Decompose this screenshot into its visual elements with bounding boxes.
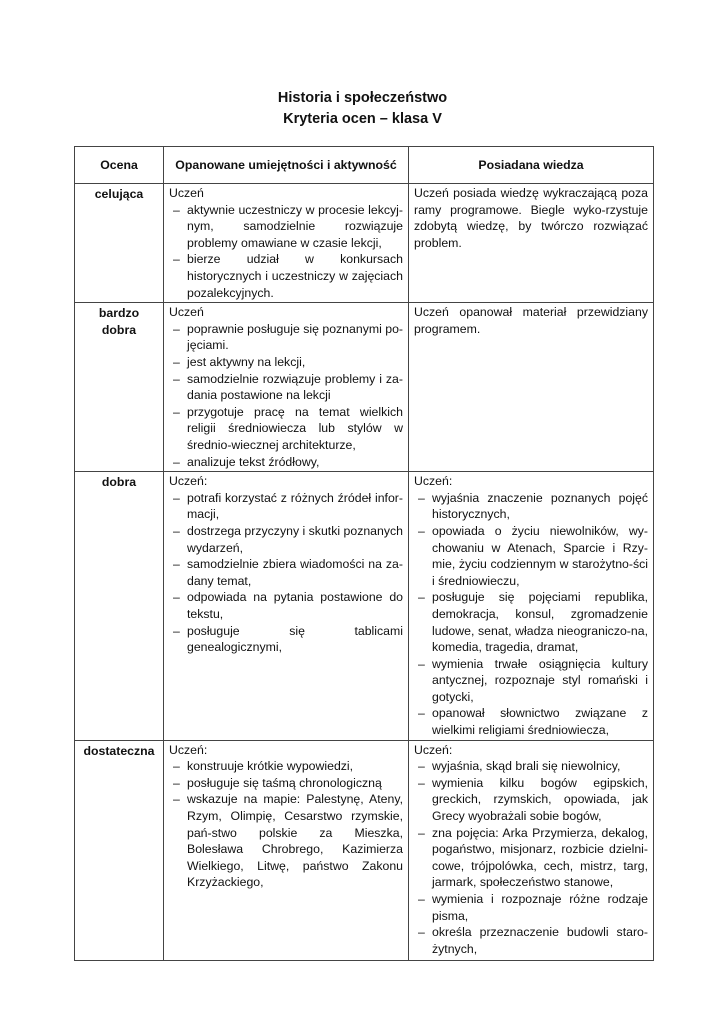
list-item: – przygotuje pracę na temat wielkich religii średniowiecza lub stylów w średnio-wiecznej architekturze, bbox=[169, 404, 403, 454]
list-item: – konstruuje krótkie wypowiedzi, bbox=[169, 758, 403, 775]
skills-cell bbox=[164, 472, 409, 741]
grade-cell: dostateczna bbox=[75, 740, 164, 960]
skills-lead-text: Uczeń bbox=[169, 305, 204, 320]
skills-lead-text: Uczeń: bbox=[169, 474, 208, 489]
knowledge-lead-text: Uczeń posiada wiedzę wykraczającą poza ramy programowe. Biegle wyko-rzystuje zdobytą wiedzę, by twórczo rozwiązać problem. bbox=[414, 186, 648, 250]
table-row bbox=[75, 740, 654, 960]
skills-list bbox=[169, 490, 403, 656]
knowledge-cell bbox=[409, 740, 654, 960]
list-item: – posługuje się taśmą chronologiczną bbox=[169, 775, 403, 792]
table-row bbox=[75, 184, 654, 303]
list-item: – wymienia trwałe osiągnięcia kultury antycznej, rozpoznaje styl romański i gotycki, bbox=[414, 656, 648, 706]
knowledge-list bbox=[414, 758, 648, 957]
header-grade: Ocena bbox=[75, 147, 164, 184]
knowledge-cell bbox=[409, 472, 654, 741]
list-item: – bierze udział w konkursach historycznych i uczestniczy w zajęciach pozalekcyjnych. bbox=[169, 251, 403, 301]
skills-cell bbox=[164, 184, 409, 303]
list-item: – posługuje się tablicami genealogicznymi, bbox=[169, 623, 403, 656]
knowledge-lead-text: Uczeń opanował materiał przewidziany programem. bbox=[414, 305, 648, 336]
list-item: – odpowiada na pytania postawione do tekstu, bbox=[169, 589, 403, 622]
table-row bbox=[75, 303, 654, 472]
header-knowledge: Posiadana wiedza bbox=[409, 147, 654, 184]
list-item: – opanował słownictwo związane z wielkimi religiami średniowiecza, bbox=[414, 705, 648, 738]
title-line-2: Kryteria ocen – klasa V bbox=[283, 111, 442, 127]
list-item: – jest aktywny na lekcji, bbox=[169, 354, 403, 371]
grade-cell: dobra bbox=[75, 472, 164, 741]
grade-cell: celująca bbox=[75, 184, 164, 303]
criteria-table bbox=[74, 146, 654, 961]
list-item: – dostrzega przyczyny i skutki poznanych wydarzeń, bbox=[169, 523, 403, 556]
list-item: – wymienia i rozpoznaje różne rodzaje pisma, bbox=[414, 891, 648, 924]
list-item: – wyjaśnia znaczenie poznanych pojęć historycznych, bbox=[414, 490, 648, 523]
skills-list bbox=[169, 758, 403, 891]
document-title bbox=[0, 88, 725, 130]
title-line-1: Historia i społeczeństwo bbox=[277, 90, 448, 106]
knowledge-cell bbox=[409, 303, 654, 472]
list-item: – wymienia kilku bogów egipskich, greckich, rzymskich, opowiada, jak Grecy wyobrażali sobie bogów, bbox=[414, 775, 648, 825]
skills-cell bbox=[164, 740, 409, 960]
list-item: – samodzielnie rozwiązuje problemy i za-dania postawione na lekcji bbox=[169, 371, 403, 404]
table-header-row bbox=[75, 147, 654, 184]
list-item: – aktywnie uczestniczy w procesie lekcyj-nym, samodzielnie rozwiązuje problemy omawiane w czasie lekcji, bbox=[169, 202, 403, 252]
list-item: – samodzielnie zbiera wiadomości na za-dany temat, bbox=[169, 556, 403, 589]
list-item: – poprawnie posługuje się poznanymi po-jęciami. bbox=[169, 321, 403, 354]
knowledge-list bbox=[414, 490, 648, 739]
list-item: – wyjaśnia, skąd brali się niewolnicy, bbox=[414, 758, 648, 775]
skills-list bbox=[169, 202, 403, 302]
knowledge-lead-text: Uczeń: bbox=[414, 742, 453, 757]
list-item: – określa przeznaczenie budowli staro-żytnych, bbox=[414, 924, 648, 957]
list-item: – opowiada o życiu niewolników, wy-chowaniu w Atenach, Sparcie i Rzy-mie, życiu codziennym w starożytno-ści i średniowieczu, bbox=[414, 523, 648, 589]
skills-lead-text: Uczeń bbox=[169, 186, 204, 200]
grade-cell: bardzo dobra bbox=[75, 303, 164, 472]
knowledge-lead-text: Uczeń: bbox=[414, 474, 453, 489]
skills-list bbox=[169, 321, 403, 470]
list-item: – wskazuje na mapie: Palestynę, Ateny, Rzym, Olimpię, Cesarstwo rzymskie, pań-stwo polskie za Mieszka, Bolesława Chrobrego, Kazimierza Wielkiego, Litwę, państwo Zakonu Krzyżackiego, bbox=[169, 791, 403, 891]
list-item: – analizuje tekst źródłowy, bbox=[169, 454, 403, 471]
skills-lead-text: Uczeń: bbox=[169, 742, 208, 757]
header-skills: Opanowane umiejętności i aktywność bbox=[164, 147, 409, 184]
list-item: – potrafi korzystać z różnych źródeł infor-macji, bbox=[169, 490, 403, 523]
list-item: – zna pojęcia: Arka Przymierza, dekalog, pogaństwo, misjonarz, rozbicie dzielni-cowe, trójpolówka, cech, mistrz, targ, jarmark, społeczeństwo stanowe, bbox=[414, 825, 648, 891]
skills-cell bbox=[164, 303, 409, 472]
list-item: – posługuje się pojęciami republika, demokracja, konsul, zgromadzenie ludowe, senat, władza nieograniczo-na, komedia, tragedia, dramat, bbox=[414, 589, 648, 655]
table-row bbox=[75, 472, 654, 741]
knowledge-cell bbox=[409, 184, 654, 303]
